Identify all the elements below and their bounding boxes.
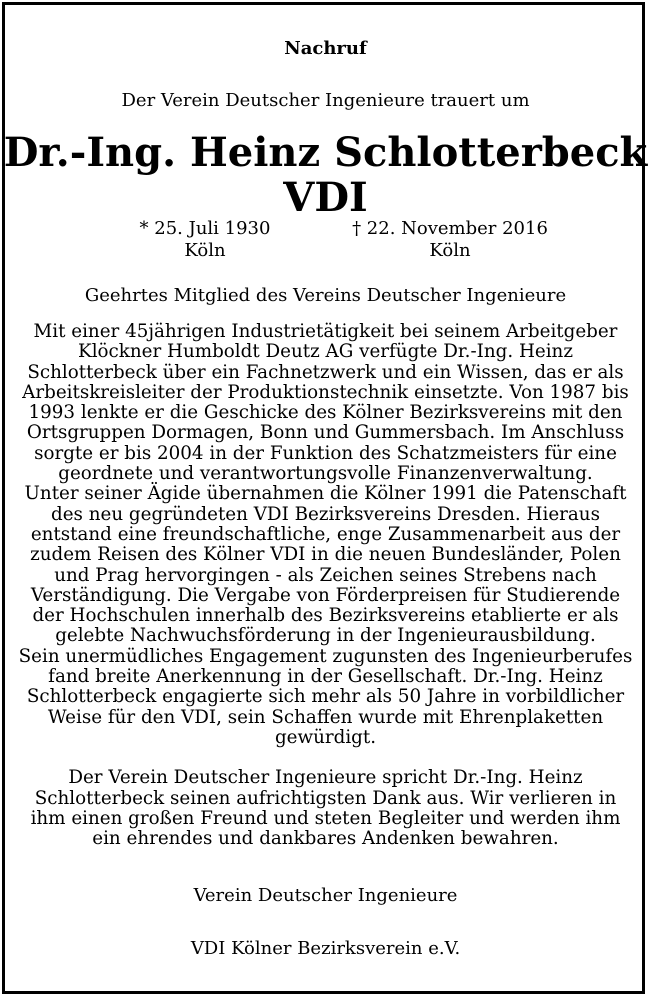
membership-line: Geehrtes Mitglied des Vereins Deutscher Ingenieure [84, 285, 567, 306]
deceased-name-line2: VDI [283, 174, 368, 221]
deceased-name-line1: Dr.-Ing. Heinz Schlotterbeck [3, 129, 648, 176]
closing-chapter: VDI Kölner Bezirksverein e.V. [190, 938, 461, 959]
birth-place: Köln [184, 240, 226, 261]
body-paragraph: Der Verein Deutscher Ingenieure spricht Dr.-Ing. Heinz Schlotterbeck seinen aufrichtigsten Dank aus. Wir verlieren in ihm einen großen Freund und steten Begleiter und werden ihm ein ehrendes und dankbares Andenken bewahren. [30, 767, 621, 850]
death-info [340, 218, 560, 262]
deceased-name [0, 130, 651, 220]
body-paragraph: Sein unermüdliches Engagement zugunsten des Ingenieurberufes fand breite Anerkennung in der Gesellschaft. Dr.-Ing. Heinz Schlotterbeck engagierte sich mehr als 50 Jahre in vorbildlicher Weise für den VDI, sein Schaffen wurde mit Ehrenplaketten gewürdigt. [18, 645, 633, 748]
closing-organization: Verein Deutscher Ingenieure [193, 885, 458, 906]
body-paragraph: Mit einer 45jährigen Industrietätigkeit bei seinem Arbeitgeber Klöckner Humboldt Deutz AG verfügte Dr.-Ing. Heinz Schlotterbeck über ein Fachnetzwerk und ein Wissen, das er als Arbeitskreisleiter der Produktionstechnik einsetzte. Von 1987 bis 1993 lenkte er die Geschicke des Kölner Bezirksvereins mit den Ortsgruppen Dormagen, Bonn und Gummersbach. Im Anschluss sorgte er bis 2004 in der Funktion des Schatzmeisters für eine geordnete und verantwortungsvolle Finanzenverwaltung. [22, 321, 629, 485]
notice-heading: Nachruf [284, 38, 367, 59]
birth-date: * 25. Juli 1930 [139, 218, 271, 239]
death-date: † 22. November 2016 [352, 218, 548, 239]
obituary-body [18, 322, 633, 849]
body-paragraph: Unter seiner Ägide übernahmen die Kölner 1991 die Patenschaft des neu gegründeten VDI Bezirksvereins Dresden. Hieraus entstand eine freundschaftliche, enge Zusammenarbeit aus der zudem Reisen des Kölner VDI in die neuen Bundesländer, Polen und Prag hervorgingen - als Zeichen seines Strebens nach Verständigung. Die Vergabe von Förderpreisen für Studierende der Hochschulen innerhalb des Bezirksvereins etablierte er als gelebte Nachwuchsförderung in der Ingenieurausbildung. [24, 483, 627, 647]
intro-line: Der Verein Deutscher Ingenieure trauert um [121, 90, 530, 111]
birth-info [95, 218, 315, 262]
death-place: Köln [429, 240, 471, 261]
